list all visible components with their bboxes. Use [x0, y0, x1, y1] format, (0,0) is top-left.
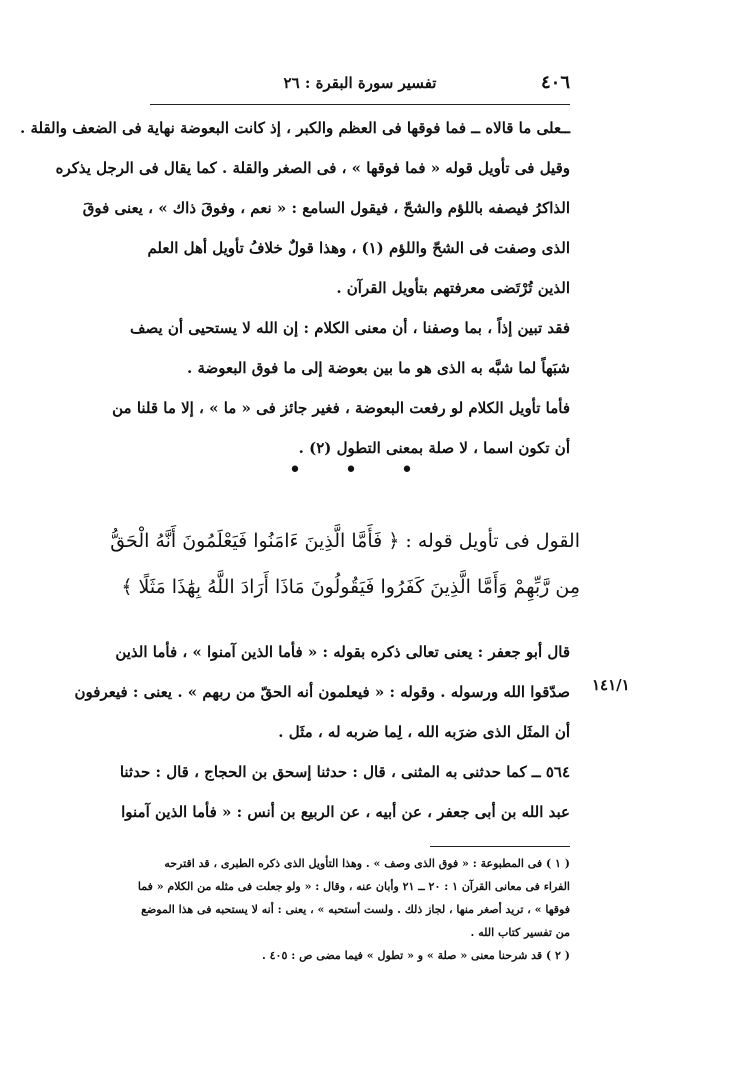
section-separator: • • • [288, 458, 432, 483]
footnotes [137, 852, 570, 967]
text-line: شبَهاً لما شبَّه به الذى هو ما بين بعوضة إلى ما فوق البعوضة . [187, 359, 570, 377]
text-line: الذى وصفت فى الشحّ واللؤم (١) ، وهذا قولٌ خلافُ تأويل أهل العلم [147, 239, 570, 257]
text-line: أن المثَل الذى ضرَبه الله ، لِما ضربه له ، مثَل . [278, 723, 570, 741]
footnote-line: ( ٢ ) قد شرحنا معنى « صلة » و « تطول » فيما مضى ص : ٤٠٥ . [261, 949, 570, 962]
verse-heading [110, 518, 580, 610]
page-header [150, 72, 570, 102]
text-line: ٥٦٤ ــ كما حدثنى به المثنى ، قال : حدثنا إسحق بن الحجاج ، قال : حدثنا [119, 763, 570, 781]
commentary-text [20, 108, 570, 468]
text-line: الذاكرُ فيصفه باللؤم والشحّ ، فيقول السامع : « نعم ، وفوقَ ذاك » ، يعنى فوقَ [82, 199, 570, 217]
footnote-line: الفراء فى معانى القرآن ١ : ٢٠ ــ ٢١ وأبان عنه ، وقال : « ولو جعلت فى مثله من الكلام « فما [137, 880, 570, 893]
text-line: قال أبو جعفر : يعنى تعالى ذكره بقوله : « فأما الذين آمنوا » ، فأما الذين [115, 643, 570, 661]
footnote-line: من تفسير كتاب الله . [470, 926, 570, 939]
text-line: ــعلى ما قالاه ــ فما فوقها فى العظم والكبر ، إذ كانت البعوضة نهاية فى الضعف والقلة . [20, 119, 570, 137]
text-line: عبد الله بن أبى جعفر ، عن أبيه ، عن الربيع بن أنس : « فأما الذين آمنوا [121, 803, 570, 821]
text-line: فقد تبين إذاً ، بما وصفنا ، أن معنى الكلام : إن الله لا يستحيى أن يصف [129, 319, 570, 337]
running-title: تفسير سورة البقرة : ٢٦ [283, 74, 437, 92]
footnote-line: ( ١ ) فى المطبوعة : « فوق الذى وصف » . وهذا التأويل الذى ذكره الطبرى ، قد اقترحه [164, 857, 570, 870]
footnote-line: فوقها » ، تريد أصغر منها ، لجاز ذلك . ولست أستحبه » ، يعنى : أنه لا يستحبه فى هذا الموضع [141, 903, 570, 916]
commentary-text-2 [74, 632, 570, 832]
margin-reference: ١٤١/١ [592, 676, 630, 694]
text-line: أن تكون اسما ، لا صلة بمعنى التطول (٢) . [298, 439, 570, 457]
page-number: ٤٠٦ [540, 72, 570, 93]
verse-line-2: مِن رَّبِّهِمْ وَأَمَّا الَّذِينَ كَفَرُوا فَيَقُولُونَ مَاذَا أَرَادَ اللَّهُ بِهَٰذَا مَثَلًا ﴾ [121, 576, 580, 598]
header-rule [150, 104, 570, 105]
verse-line-1: القول فى تأويل قوله : ﴿ فَأَمَّا الَّذِينَ ءَامَنُوا فَيَعْلَمُونَ أَنَّهُ الْحَقُّ [110, 530, 580, 552]
text-line: الذين تُرْتَضى معرفتهم بتأويل القرآن . [336, 279, 570, 297]
footnote-rule [430, 846, 570, 847]
text-line: فأما تأويل الكلام لو رفعت البعوضة ، فغير جائز فى « ما » ، إلا ما قلنا من [112, 399, 570, 417]
text-line: وقيل فى تأويل قوله « فما فوقها » ، فى الصغر والقلة . كما يقال فى الرجل يذكره [55, 159, 570, 177]
text-line: صدّقوا الله ورسوله . وقوله : « فيعلمون أنه الحقّ من ربهم » . يعنى : فيعرفون [74, 683, 570, 701]
